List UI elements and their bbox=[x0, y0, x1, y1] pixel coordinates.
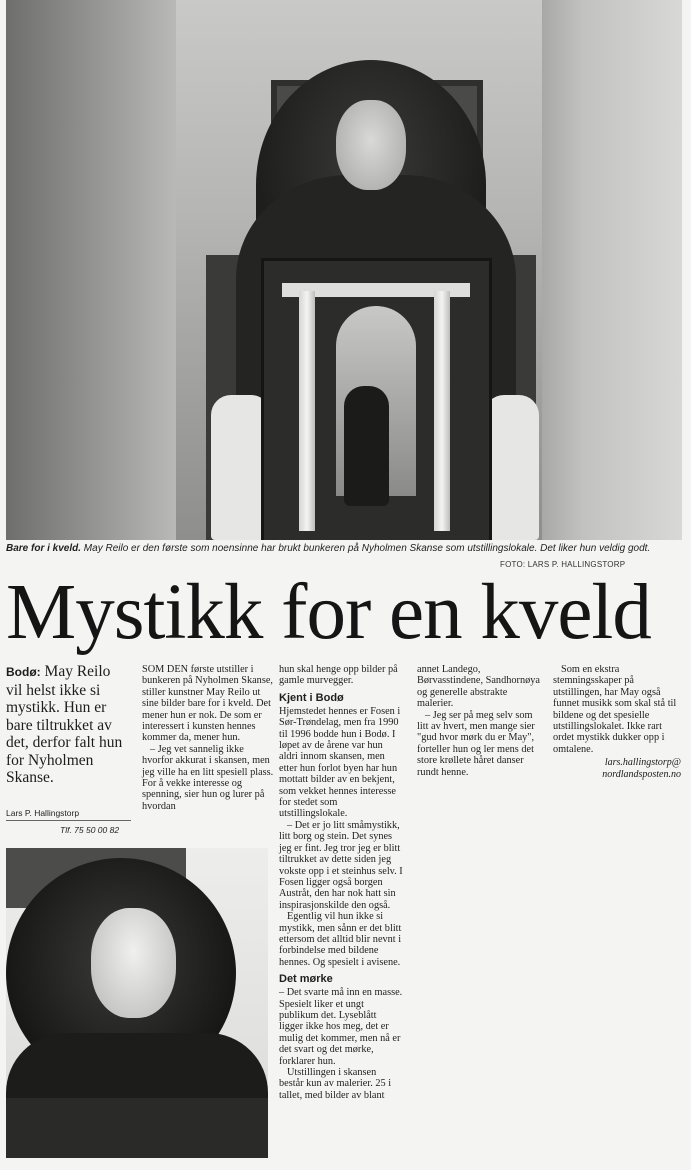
author-email-domain: nordlandsposten.no bbox=[602, 768, 681, 780]
portrait-lower bbox=[6, 1098, 268, 1158]
paragraph: Egentlig vil hun ikke si mystikk, men sånn er det blitt ettersom det alltid blir nevnt i forbindelse med bildene hennes. Og spesielt i avisene. bbox=[279, 911, 402, 968]
portrait-face bbox=[91, 908, 176, 1018]
byline-divider bbox=[6, 820, 131, 821]
painting-figures bbox=[344, 386, 389, 506]
portrait-photo bbox=[6, 848, 268, 1158]
paragraph: Som en ekstra stemningsskaper på utstillingen, har May også funnet musikk som skal stå til bildene og det spesielle utstillingslokalet. Ikke rart ordet mystikk dukker opp i omtalene. bbox=[553, 664, 677, 755]
painting-pillar-left bbox=[299, 291, 315, 531]
photo-knee-right bbox=[484, 395, 539, 540]
photo-painting bbox=[261, 258, 492, 540]
author-email-user: lars.hallingstorp@ bbox=[604, 757, 681, 768]
byline: Lars P. Hallingstorp bbox=[6, 808, 80, 818]
paragraph: hun skal henge opp bilder på gamle murvegger. bbox=[279, 664, 398, 687]
phone-number: Tlf. 75 50 00 82 bbox=[60, 825, 120, 835]
subheading-kjent-i-bodo: Kjent i Bodø bbox=[279, 691, 344, 704]
subheading-det-morke: Det mørke bbox=[279, 973, 333, 986]
lead-paragraph bbox=[6, 663, 128, 787]
article-column-1 bbox=[142, 664, 275, 812]
article-column-2 bbox=[279, 664, 403, 1101]
main-photo bbox=[6, 0, 682, 540]
paragraph: Utstillingen i skansen består kun av malerier. 25 i tallet, med bilder av blant bbox=[279, 1067, 392, 1101]
photo-credit: FOTO: LARS P. HALLINGSTORP bbox=[500, 560, 626, 569]
lead-place: Bodø: bbox=[6, 665, 41, 679]
article-column-3 bbox=[417, 664, 545, 778]
photo-wall-left bbox=[6, 0, 176, 540]
painting-pillar-right bbox=[434, 291, 450, 531]
headline: Mystikk for en kveld bbox=[6, 569, 651, 656]
paragraph: – Det svarte må inn en masse. Spesielt liker et ungt publikum det. Lyseblått ligger ikke hos meg, det er mulig det kommer, men nå er det svart og det mørke, forklarer hun. bbox=[279, 987, 403, 1067]
photo-wall-right bbox=[542, 0, 682, 540]
caption-lead: Bare for i kveld. bbox=[6, 543, 82, 554]
paragraph: – Jeg ser på meg selv som litt av hvert, men mange sier "gud hvor mørk du er May", forteller hun og ler mens det store krøllete håret danser rundt henne. bbox=[417, 709, 535, 778]
paragraph: – Jeg vet sannelig ikke hvorfor akkurat i skansen, men jeg ville ha en litt spesiell plass. For å vekke interesse og spenning, sier hun og lurer på hvordan bbox=[142, 743, 274, 812]
article-column-4 bbox=[553, 664, 683, 755]
photo-caption bbox=[6, 543, 682, 554]
paragraph: – Det er jo litt småmystikk, litt borg og stein. Det synes jeg er fint. Jeg tror jeg er blitt tiltrukket av dette siden jeg vokste opp i et steinhus selv. I Fosen ligger også borgen Austråt, den har nok hatt sin inspirasjonskilde den også. bbox=[279, 819, 403, 911]
paragraph: SOM DEN første utstiller i bunkeren på Nyholmen Skanse, stiller kunstner May Reilo ut sine bilder bare for i kveld. Det mener hun er nok. De som er interessert i kunsten hennes kommer da, mener hun. bbox=[142, 664, 273, 744]
paragraph: Hjemstedet hennes er Fosen i Sør-Trøndelag, men fra 1990 til 1996 bodde hun i Bodø. I løpet av de årene var hun aldri innom skansen, men etter hun forlot byen har hun mottatt bilder av en bekjent, som vekket hennes interesse for stedet som utstillingslokale. bbox=[279, 705, 401, 820]
photo-person-face bbox=[336, 100, 406, 190]
caption-text: May Reilo er den første som noensinne har brukt bunkeren på Nyholmen Skanse som utstillingslokale. Det liker hun veldig godt. bbox=[81, 543, 651, 554]
paragraph: annet Landego, Børvasstindene, Sandhornøya og generelle abstrakte malerier. bbox=[417, 664, 540, 710]
lead-text: May Reilo vil helst ikke si mystikk. Hun er bare tiltrukket av det, derfor falt hun for Nyholmen Skanse. bbox=[6, 663, 123, 786]
author-email bbox=[583, 757, 681, 780]
